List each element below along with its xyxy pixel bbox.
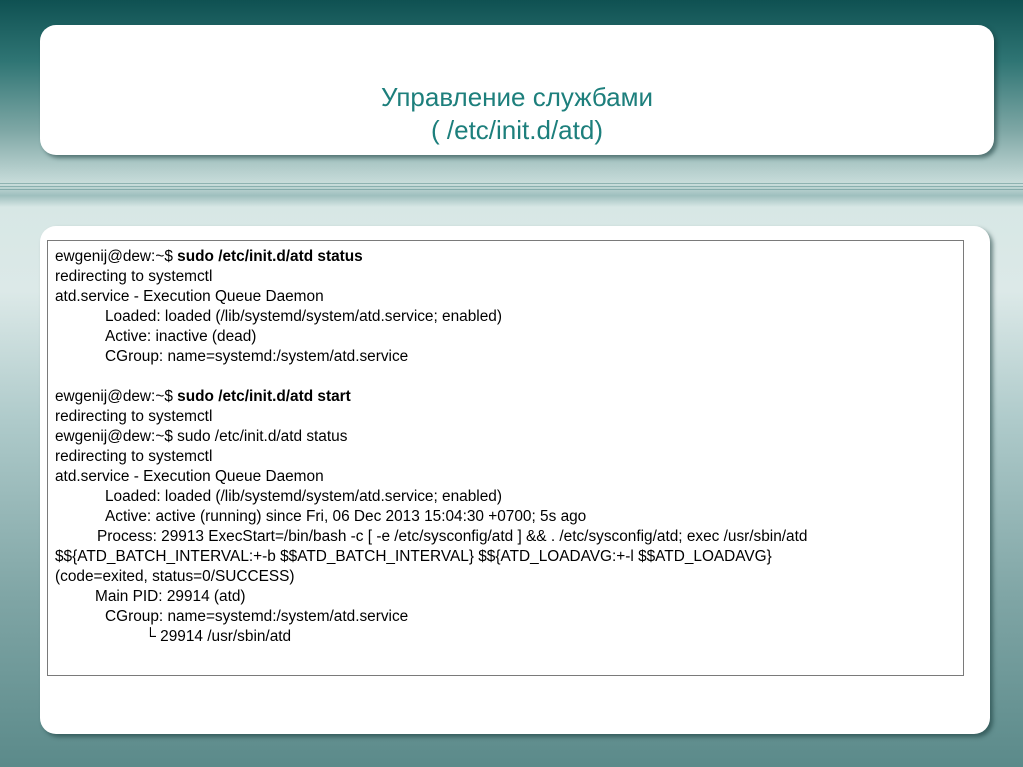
title-card [40,25,994,155]
terminal-line: Active: inactive (dead) [105,328,257,345]
command: sudo /etc/init.d/atd start [177,388,351,405]
decor-stripe [0,189,1023,190]
terminal-line: Active: active (running) since Fri, 06 Dec 2013 15:04:30 +0700; 5s ago [105,508,587,525]
terminal-line: CGroup: name=systemd:/system/atd.service [105,348,409,365]
prompt: ewgenij@dew:~$ [55,388,178,405]
terminal-output [47,240,964,676]
command: sudo /etc/init.d/atd status [177,248,363,265]
slide-title [40,81,994,147]
terminal-line [55,247,363,267]
terminal-line: ewgenij@dew:~$ sudo /etc/init.d/atd status [55,428,348,445]
terminal-line: Main PID: 29914 (atd) [95,588,246,605]
decor-stripe [0,186,1023,187]
terminal-line: redirecting to systemctl [55,268,213,285]
title-line-2: ( /etc/init.d/atd) [431,115,603,145]
terminal-line: redirecting to systemctl [55,408,213,425]
terminal-line: (code=exited, status=0/SUCCESS) [55,568,295,585]
terminal-line: $${ATD_BATCH_INTERVAL:+-b $$ATD_BATCH_INTERVAL} $${ATD_LOADAVG:+-l $$ATD_LOADAVG} [55,548,772,565]
terminal-line: redirecting to systemctl [55,448,213,465]
title-line-1: Управление службами [380,82,654,112]
terminal-line: Loaded: loaded (/lib/systemd/system/atd.service; enabled) [105,488,502,505]
decor-stripe [0,183,1023,184]
terminal-line: atd.service - Execution Queue Daemon [55,468,324,485]
terminal-line: atd.service - Execution Queue Daemon [55,288,324,305]
terminal-line: └ 29914 /usr/sbin/atd [145,628,292,645]
prompt: ewgenij@dew:~$ [55,248,178,265]
terminal-line: Process: 29913 ExecStart=/bin/bash -c [ -e /etc/sysconfig/atd ] && . /etc/sysconfig/atd; exec /usr/sbin/atd [97,528,808,545]
terminal-line: Loaded: loaded (/lib/systemd/system/atd.service; enabled) [105,308,502,325]
terminal-line: CGroup: name=systemd:/system/atd.service [105,608,409,625]
terminal-line [55,387,351,407]
